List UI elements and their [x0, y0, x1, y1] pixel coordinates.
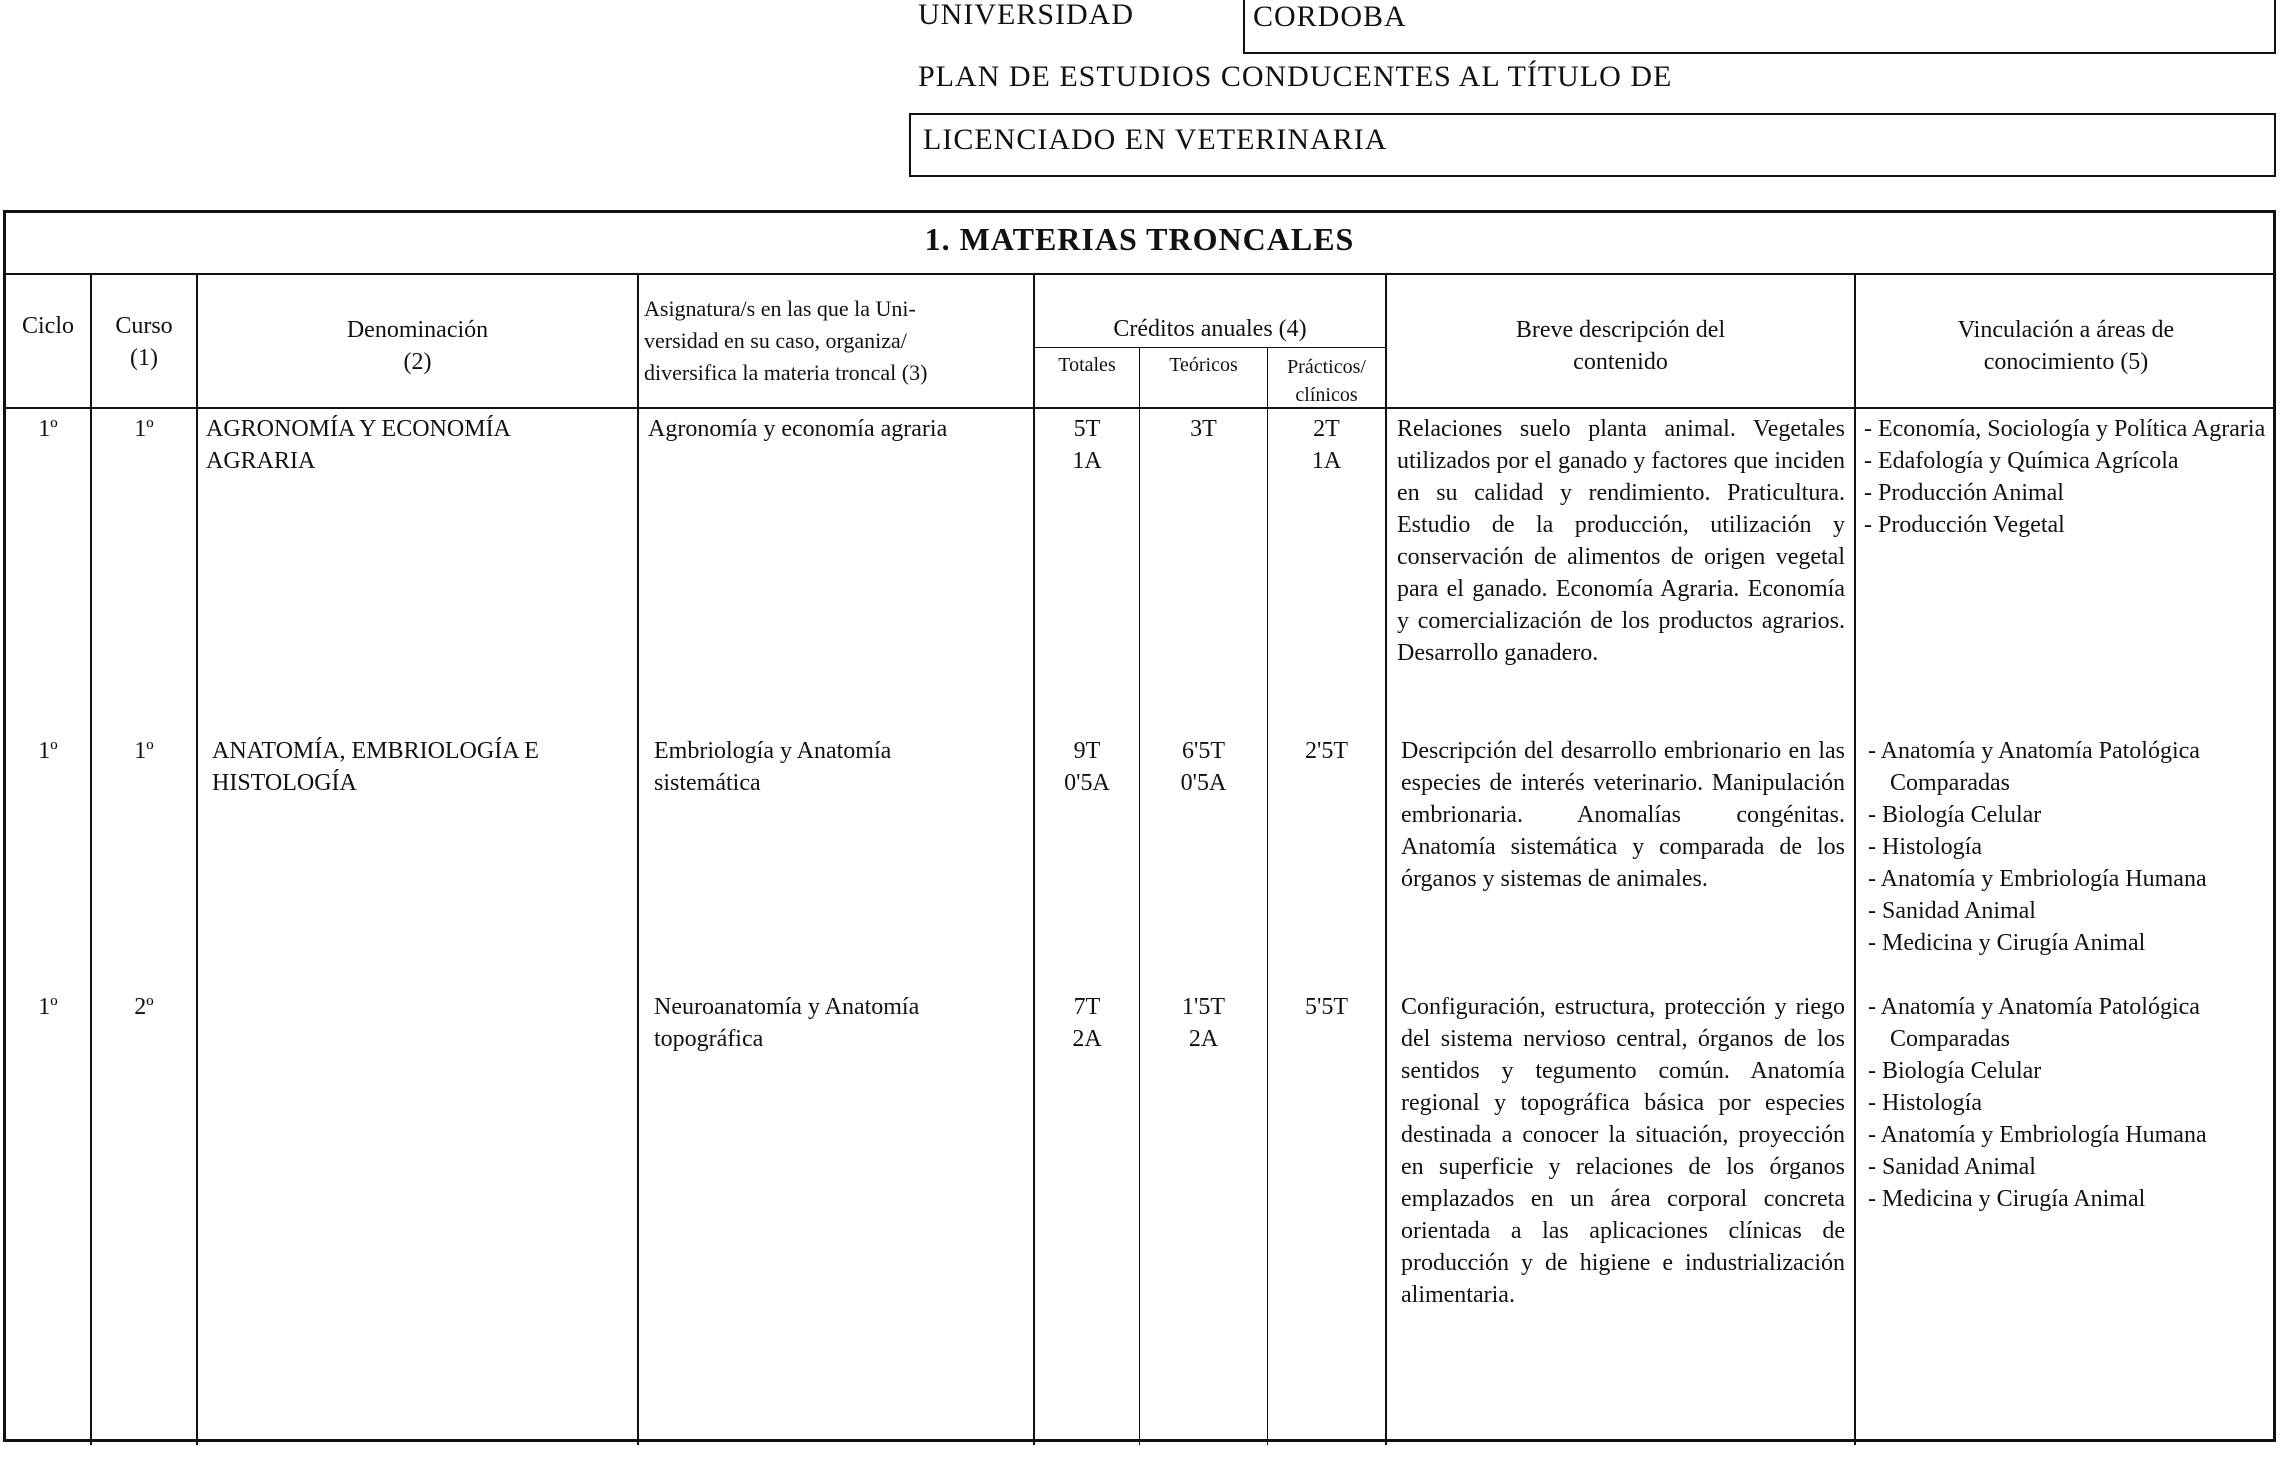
row3-practicos: 5'5T: [1305, 994, 1348, 1020]
list-item: - Edafología y Química Agrícola: [1864, 448, 2179, 474]
row3-totales: 7T 2A: [1072, 994, 1102, 1052]
list-item: - Medicina y Cirugía Animal: [1868, 1186, 2146, 1212]
row1-teoricos: 3T: [1190, 416, 1217, 442]
universidad-value: CORDOBA: [1253, 0, 1407, 33]
creditos-subdivider: [1033, 347, 1385, 348]
row2-totales: 9T 0'5A: [1064, 738, 1110, 796]
list-item: - Anatomía y Anatomía Patológica Comparadas: [1868, 738, 2200, 796]
col-header-practicos: Prácticos/ clínicos: [1287, 356, 1366, 406]
list-item: - Anatomía y Embriología Humana: [1868, 1122, 2207, 1148]
row1-ciclo: 1º: [38, 416, 58, 442]
list-item: - Sanidad Animal: [1868, 898, 2036, 924]
title-divider: [6, 273, 2273, 275]
row2-denominacion: ANATOMÍA, EMBRIOLOGÍA E HISTOLOGÍA: [212, 738, 539, 796]
plan-label: PLAN DE ESTUDIOS CONDUCENTES AL TÍTULO DE: [918, 60, 1673, 93]
col-divider-8: [1854, 273, 1856, 1445]
col-header-denominacion: Denominación (2): [346, 317, 489, 375]
row2-asignatura: Embriología y Anatomía sistemática: [654, 738, 892, 796]
list-item: - Histología: [1868, 834, 1982, 860]
col-header-asignatura: Asignatura/s en las que la Uni- versidad en su caso, organiza/ diversifica la materia troncal (3): [644, 296, 928, 385]
row1-asignatura: Agronomía y economía agraria: [648, 416, 948, 442]
col-divider-7: [1385, 273, 1387, 1445]
row1-totales: 5T 1A: [1072, 416, 1102, 474]
row3-descripcion: Configuración, estructura, protección y riego del sistema nervioso central, órganos de los sentidos y tegumento común. Anatomía regional y topográfica básica por especies destinada a conocer la situación, proyección en superficie y relaciones de los órganos emplazados en un área corporal concreta orientada a las aplicaciones clínicas de producción y de higiene e industrialización alimentaria.: [1401, 994, 1845, 1308]
list-item: - Anatomía y Embriología Humana: [1868, 866, 2207, 892]
row3-asignatura: Neuroanatomía y Anatomía topográfica: [654, 994, 920, 1052]
universidad-field: [1243, 0, 2276, 54]
col-divider-1: [90, 273, 92, 1445]
col-divider-3: [637, 273, 639, 1445]
col-divider-2: [196, 273, 198, 1445]
row2-ciclo: 1º: [38, 738, 58, 764]
row1-areas: [1864, 413, 2276, 541]
list-item: - Producción Animal: [1864, 480, 2064, 506]
table-title: 1. MATERIAS TRONCALES: [924, 221, 1355, 257]
list-item: - Producción Vegetal: [1864, 512, 2065, 538]
col-header-teoricos: Teóricos: [1169, 354, 1238, 376]
row2-practicos: 2'5T: [1305, 738, 1348, 764]
col-header-descripcion: Breve descripción del contenido: [1515, 317, 1726, 375]
row1-descripcion: Relaciones suelo planta animal. Vegetales utilizados por el ganado y factores que inciden en su calidad y rendimiento. Praticultura. Estudio de la producción, utilización y conservación de alimentos de origen vegetal para el ganado. Economía Agraria. Economía y comercialización de los productos agrarios. Desarrollo ganadero.: [1397, 416, 1845, 666]
row3-ciclo: 1º: [38, 994, 58, 1020]
list-item: - Biología Celular: [1868, 1058, 2042, 1084]
col-header-vinculacion: Vinculación a áreas de conocimiento (5): [1957, 317, 2175, 375]
row3-teoricos: 1'5T 2A: [1182, 994, 1225, 1052]
col-header-ciclo: Ciclo: [22, 313, 74, 339]
universidad-label: UNIVERSIDAD: [918, 0, 1134, 31]
list-item: - Medicina y Cirugía Animal: [1868, 930, 2146, 956]
titulo-field: [909, 113, 2276, 177]
list-item: - Biología Celular: [1868, 802, 2042, 828]
col-header-totales: Totales: [1058, 354, 1116, 376]
col-header-curso: Curso (1): [115, 313, 173, 371]
materias-troncales-table: [3, 210, 2276, 1442]
row3-areas: [1868, 991, 2276, 1215]
row1-denominacion: AGRONOMÍA Y ECONOMÍA AGRARIA: [206, 416, 511, 474]
titulo-value: LICENCIADO EN VETERINARIA: [923, 123, 1388, 156]
row2-curso: 1º: [134, 738, 154, 764]
col-divider-5: [1139, 347, 1140, 1445]
list-item: - Sanidad Animal: [1868, 1154, 2036, 1180]
row2-teoricos: 6'5T 0'5A: [1180, 738, 1227, 796]
list-item: - Histología: [1868, 1090, 1982, 1116]
row3-curso: 2º: [134, 994, 154, 1020]
list-item: - Economía, Sociología y Política Agraria: [1864, 416, 2266, 442]
col-divider-6: [1267, 347, 1268, 1445]
col-header-creditos: Créditos anuales (4): [1113, 316, 1307, 342]
row2-descripcion: Descripción del desarrollo embrionario en las especies de interés veterinario. Manipulación embrionaria. Anomalías congénitas. Anatomía sistemática y comparada de los órganos y sistemas de animales.: [1401, 738, 1845, 892]
row1-practicos: 2T 1A: [1311, 416, 1342, 474]
row2-areas: [1868, 735, 2276, 959]
list-item: - Anatomía y Anatomía Patológica Comparadas: [1868, 994, 2200, 1052]
row1-curso: 1º: [134, 416, 154, 442]
